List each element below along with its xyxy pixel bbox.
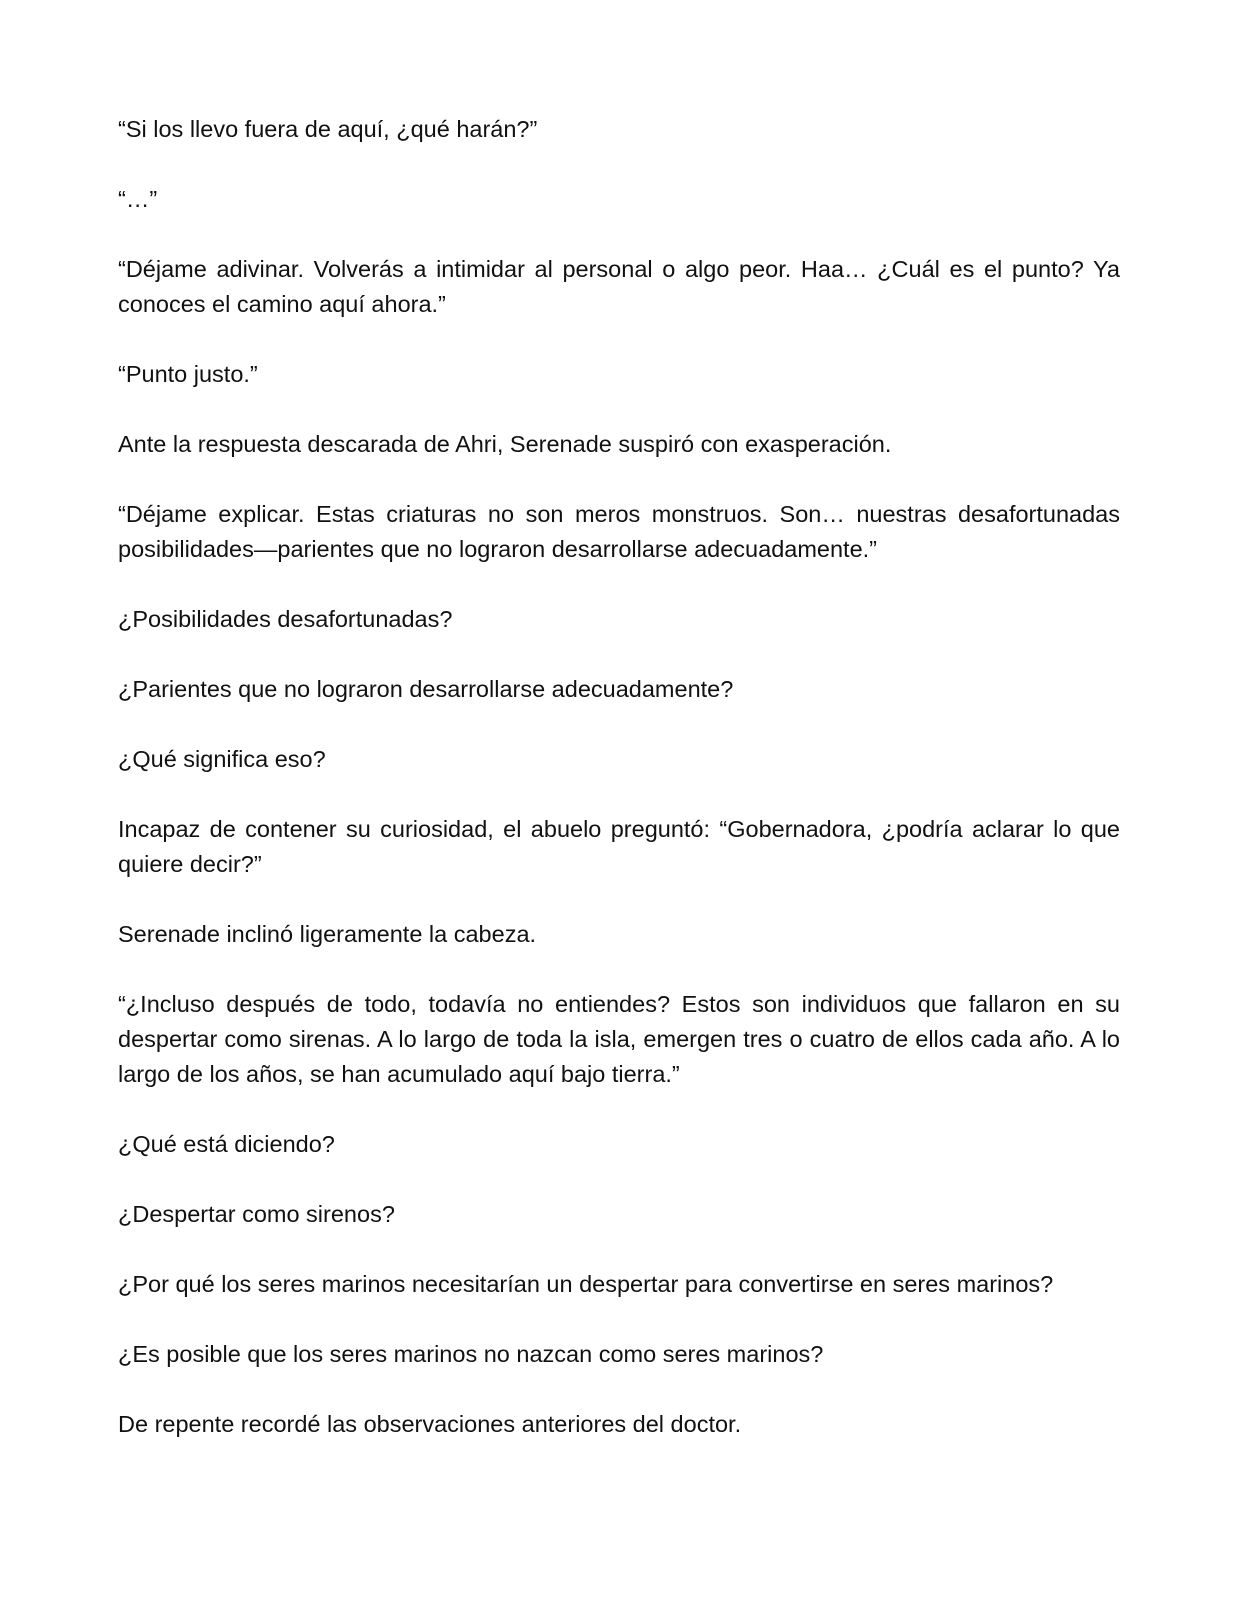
paragraph: ¿Es posible que los seres marinos no nazcan como seres marinos? <box>118 1341 824 1367</box>
paragraph: “Si los llevo fuera de aquí, ¿qué harán?” <box>118 116 538 142</box>
paragraph: “Déjame adivinar. Volverás a intimidar al personal o algo peor. Haa… ¿Cuál es el punto? Ya conoces el camino aquí ahora.” <box>118 256 1120 317</box>
paragraph: “Déjame explicar. Estas criaturas no son meros monstruos. Son… nuestras desafortunadas posibilidades—parientes que no lograron desarrollarse adecuadamente.” <box>118 501 1120 562</box>
paragraph: ¿Parientes que no lograron desarrollarse adecuadamente? <box>118 676 734 702</box>
paragraph: “Punto justo.” <box>118 361 258 387</box>
paragraph: Serenade inclinó ligeramente la cabeza. <box>118 921 537 947</box>
paragraph: ¿Por qué los seres marinos necesitarían un despertar para convertirse en seres marinos? <box>118 1271 1054 1297</box>
paragraph: Ante la respuesta descarada de Ahri, Serenade suspiró con exasperación. <box>118 431 892 457</box>
paragraph: Incapaz de contener su curiosidad, el abuelo preguntó: “Gobernadora, ¿podría aclarar lo que quiere decir?” <box>118 816 1120 877</box>
paragraph: “…” <box>118 186 158 212</box>
paragraph: ¿Despertar como sirenos? <box>118 1201 395 1227</box>
paragraph: ¿Posibilidades desafortunadas? <box>118 606 453 632</box>
document-page <box>118 112 1120 1477</box>
paragraph: ¿Qué está diciendo? <box>118 1131 335 1157</box>
paragraph: “¿Incluso después de todo, todavía no entiendes? Estos son individuos que fallaron en su despertar como sirenas. A lo largo de toda la isla, emergen tres o cuatro de ellos cada año. A lo largo de los años, se han acumulado aquí bajo tierra.” <box>118 991 1120 1087</box>
paragraph: De repente recordé las observaciones anteriores del doctor. <box>118 1411 742 1437</box>
paragraph: ¿Qué significa eso? <box>118 746 326 772</box>
